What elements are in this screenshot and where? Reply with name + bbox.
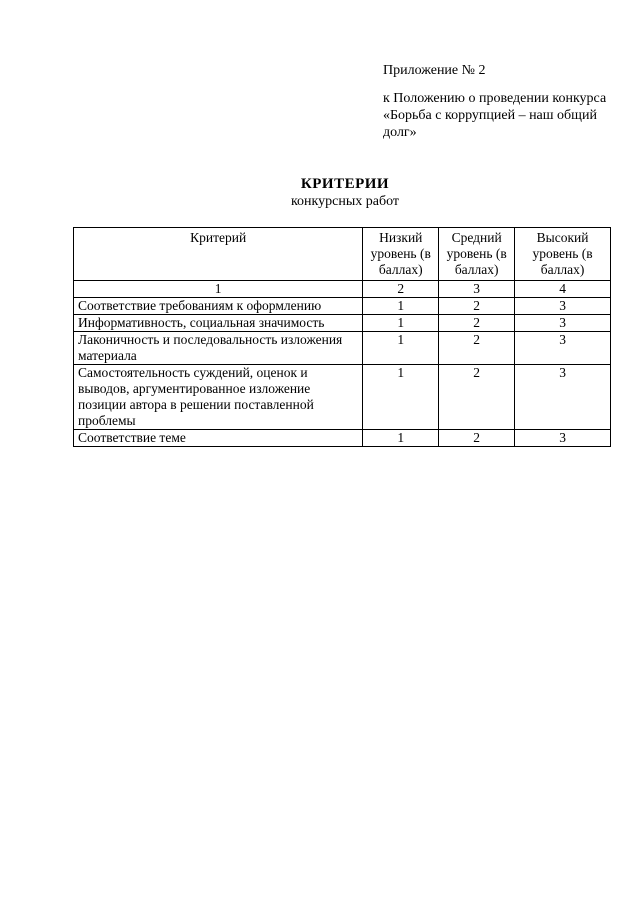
criterion-cell: Информативность, социальная значимость: [74, 315, 363, 332]
numbering-cell: 1: [74, 281, 363, 298]
appendix-block: [383, 62, 613, 141]
criterion-cell: Соответствие теме: [74, 430, 363, 447]
low-score-cell: 1: [363, 315, 439, 332]
high-score-cell: 3: [515, 365, 611, 430]
document-title: КРИТЕРИИ: [300, 176, 390, 192]
header-criterion: Критерий: [74, 228, 363, 281]
high-score-cell: 3: [515, 315, 611, 332]
header-mid-level: Средний уровень (в баллах): [439, 228, 515, 281]
low-score-cell: 1: [363, 430, 439, 447]
numbering-cell: 2: [363, 281, 439, 298]
criterion-cell: Лаконичность и последовальность изложения материала: [74, 332, 363, 365]
table-row: [74, 315, 611, 332]
high-score-cell: 3: [515, 332, 611, 365]
criteria-table: [73, 227, 611, 447]
criterion-cell: Соответствие требованиям к оформлению: [74, 298, 363, 315]
table-numbering-row: [74, 281, 611, 298]
criterion-cell: Самостоятельность суждений, оценок и выводов, аргументированное изложение позиции автора в решении поставленной проблемы: [74, 365, 363, 430]
document-subtitle: конкурсных работ: [290, 194, 400, 209]
table-row: [74, 430, 611, 447]
high-score-cell: 3: [515, 430, 611, 447]
header-low-level: Низкий уровень (в баллах): [363, 228, 439, 281]
mid-score-cell: 2: [439, 298, 515, 315]
low-score-cell: 1: [363, 365, 439, 430]
appendix-reference: к Положению о проведении конкурса «Борьба с коррупцией – наш общий долг»: [383, 91, 607, 140]
low-score-cell: 1: [363, 298, 439, 315]
mid-score-cell: 2: [439, 315, 515, 332]
mid-score-cell: 2: [439, 365, 515, 430]
table-row: [74, 365, 611, 430]
table-header-row: [74, 228, 611, 281]
numbering-cell: 4: [515, 281, 611, 298]
document-heading: [0, 175, 640, 210]
table-row: [74, 332, 611, 365]
header-high-level: Высокий уровень (в баллах): [515, 228, 611, 281]
appendix-number: Приложение № 2: [383, 63, 486, 78]
table-row: [74, 298, 611, 315]
high-score-cell: 3: [515, 298, 611, 315]
mid-score-cell: 2: [439, 430, 515, 447]
numbering-cell: 3: [439, 281, 515, 298]
low-score-cell: 1: [363, 332, 439, 365]
mid-score-cell: 2: [439, 332, 515, 365]
